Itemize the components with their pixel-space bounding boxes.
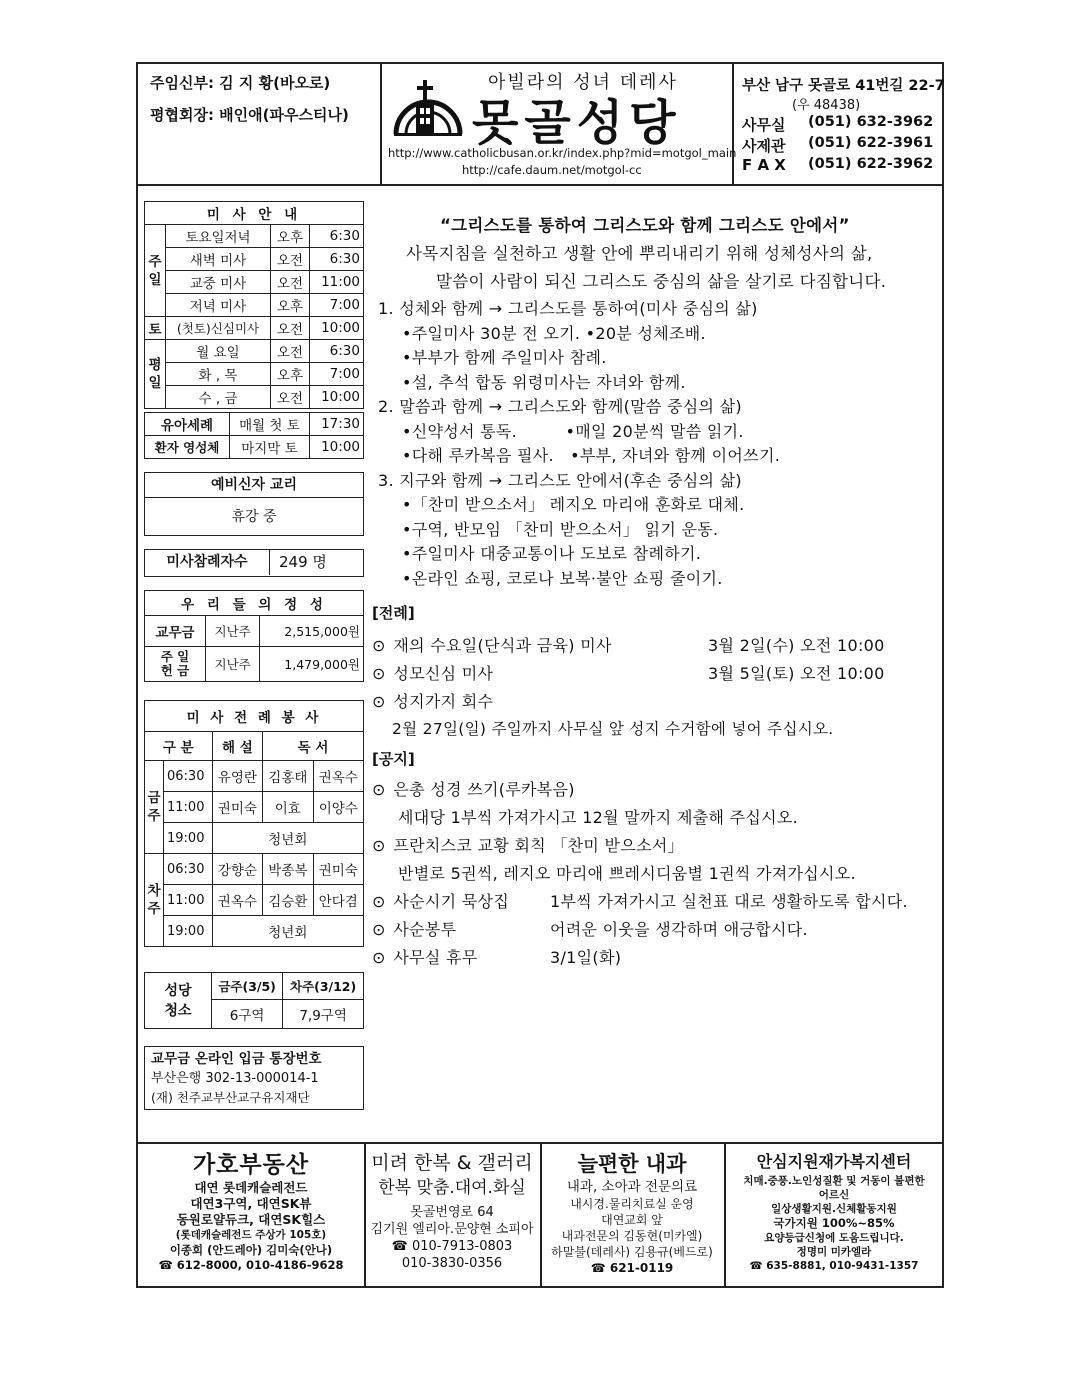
bullet-icon: ⊙ xyxy=(372,836,386,855)
guideline-line: •신약성서 통독. •매일 20분씩 말씀 읽기. xyxy=(402,421,744,441)
guideline-line: •다해 루카복음 필사. •부부, 자녀와 함께 이어쓰기. xyxy=(402,446,781,465)
ministry-commentator: 유영란 xyxy=(212,761,262,792)
offering-amount: 2,515,000원 xyxy=(260,616,364,647)
bullet-icon: ⊙ xyxy=(372,948,386,967)
catechumen-box xyxy=(144,472,364,536)
ministry-time: 06:30 xyxy=(164,761,213,792)
ministry-reader: 이효 xyxy=(263,792,313,823)
ministry-commentator: 권옥수 xyxy=(212,885,262,916)
guideline-line: •「찬미 받으소서」 레지오 마리애 훈화로 대체. xyxy=(402,495,745,514)
cleaning-next-week-header: 차주(3/12) xyxy=(283,973,364,1000)
contact-office-label: 사무실 xyxy=(742,116,786,134)
mass-ampm: 오후 xyxy=(271,225,310,248)
mass-ampm: 오전 xyxy=(271,271,310,294)
ad-title: 미려 한복 & 갤러리 xyxy=(371,1152,533,1174)
headline: “그리스도를 통하여 그리스도와 함께 그리스도 안에서” xyxy=(440,216,850,235)
ad-title: 늘편한 내과 xyxy=(577,1152,687,1176)
mass-time: 7:00 xyxy=(309,294,363,317)
offering-period: 지난주 xyxy=(206,647,260,682)
header-divider-right xyxy=(732,62,734,185)
mass-name: 저녁 미사 xyxy=(166,294,271,317)
ad-line: 대연 롯데캐슬레전드 xyxy=(194,1180,308,1195)
saturday-label: 토 xyxy=(145,317,166,340)
bullet-icon: ⊙ xyxy=(372,636,386,655)
attendance-label: 미사참례자수 xyxy=(145,550,270,575)
notice-desc: 어려운 이웃을 생각하며 애긍합시다. xyxy=(550,920,808,939)
anointing-label: 환자 영성체 xyxy=(145,436,230,459)
website-url[interactable]: http://www.catholicbusan.or.kr/index.php?mid=motgol_main xyxy=(388,146,737,160)
guideline-line: •구역, 반모임 「찬미 받으소서」 읽기 운동. xyxy=(402,519,719,539)
ad-line: ☎ 612-8000, 010-4186-9628 xyxy=(158,1258,344,1272)
ad-line: 내과전문의 김동현(미카엘) xyxy=(561,1229,703,1243)
pastoral-guideline-list xyxy=(378,296,938,590)
cleaning-this-week-header: 금주(3/5) xyxy=(212,973,283,1000)
ministry-reader: 박종복 xyxy=(263,854,313,885)
ad-title: 가호부동산 xyxy=(192,1152,310,1178)
guideline-line: •주일미사 30분 전 오기. •20분 성체조배. xyxy=(402,323,706,343)
mass-ampm: 오후 xyxy=(271,363,310,386)
bank-title: 교무금 온라인 입금 통장번호 xyxy=(151,1051,322,1067)
liturgy-item: ⊙ 성모신심 미사 xyxy=(372,664,494,683)
catechumen-title: 예비신자 교리 xyxy=(145,473,363,498)
ad-welfare-center xyxy=(726,1150,942,1274)
attendance-value: 249 명 xyxy=(279,553,327,571)
cleaning-table xyxy=(144,972,364,1029)
mass-name: 화 , 목 xyxy=(166,363,271,386)
ministry-reader: 권미숙 xyxy=(313,854,363,885)
ministry-group: 청년회 xyxy=(212,823,363,854)
header-divider-left xyxy=(380,62,382,185)
mass-ampm: 오후 xyxy=(271,294,310,317)
liturgy-when: 3월 2일(수) 오전 10:00 xyxy=(708,636,885,655)
mass-time: 11:00 xyxy=(309,271,363,294)
header-divider xyxy=(136,184,944,186)
liturgy-note: 2월 27일(일) 주일까지 사무실 앞 성지 수거함에 넣어 주십시오. xyxy=(392,720,834,738)
notice-item: ⊙ 프란치스코 교황 회칙 「찬미 받으소서」 xyxy=(372,836,684,855)
notice-note: 반별로 5권씩, 레지오 마리애 쁘레시디움별 1권씩 가져가십시오. xyxy=(398,864,856,883)
guideline-line: •부부가 함께 주일미사 참례. xyxy=(402,348,607,367)
weekday-label: 평일 xyxy=(145,340,166,409)
ministry-header-commentator: 해 설 xyxy=(212,732,262,761)
bank-box xyxy=(144,1046,364,1110)
guideline-line: •설, 추석 합동 위령미사는 자녀와 함께. xyxy=(402,372,686,392)
ministry-time: 11:00 xyxy=(164,885,213,916)
intro-line-1: 사목지침을 실천하고 생활 안에 뿌리내리기 위해 성체성사의 삶, xyxy=(406,244,873,263)
ad-line: 치매.중풍.노인성질환 및 거동이 불편한 xyxy=(743,1175,925,1187)
notice-desc: 1부씩 가져가시고 실천표 대로 생활하도록 합시다. xyxy=(550,892,908,911)
ministry-reader: 이양수 xyxy=(313,792,363,823)
contact-rectory-phone: (051) 622-3961 xyxy=(808,135,934,151)
sacrament-table xyxy=(144,412,364,459)
ad-subtitle: 내과, 소아과 전문의료 xyxy=(566,1179,698,1195)
mass-name: 토요일저녁 xyxy=(166,225,271,248)
infant-baptism-when: 매월 첫 토 xyxy=(230,413,310,436)
bullet-icon: ⊙ xyxy=(372,692,386,711)
ad-line: 동원로얄듀크, 대연SK힐스 xyxy=(176,1212,326,1227)
contact-office-phone: (051) 632-3962 xyxy=(808,114,934,130)
mass-time: 7:00 xyxy=(309,363,363,386)
contact-fax-label: F A X xyxy=(742,156,786,174)
church-logo-icon xyxy=(392,78,464,138)
mass-time: 10:00 xyxy=(309,317,363,340)
anointing-when: 마지막 토 xyxy=(230,436,310,459)
bullet-icon: ⊙ xyxy=(372,892,386,911)
ad-subtitle: 한복 맞춤.대여.화실 xyxy=(378,1178,526,1198)
ad-line: (롯데캐슬레전드 주상가 105호) xyxy=(175,1229,327,1241)
ministry-title: 미 사 전 례 봉 사 xyxy=(145,701,364,732)
guideline-line: •온라인 쇼핑, 코로나 보복·불안 쇼핑 줄이기. xyxy=(402,568,723,588)
council-president: 평협회장: 배인애(파우스티나) xyxy=(150,106,349,124)
ad-line: 010-3830-0356 xyxy=(401,1256,503,1271)
cleaning-label: 성당 청소 xyxy=(145,973,212,1029)
mass-time: 6:30 xyxy=(309,340,363,363)
contact-rectory-label: 사제관 xyxy=(742,137,786,155)
bullet-icon: ⊙ xyxy=(372,664,386,683)
infant-baptism-time: 17:30 xyxy=(309,413,363,436)
cleaning-this-week: 6구역 xyxy=(212,1000,283,1029)
mass-ampm: 오전 xyxy=(271,317,310,340)
ministry-time: 11:00 xyxy=(164,792,213,823)
ministry-reader: 김승환 xyxy=(263,885,313,916)
mass-name: 교중 미사 xyxy=(166,271,271,294)
patron: 아빌라의 성녀 데레사 xyxy=(488,72,678,93)
notice-title: [공지] xyxy=(372,750,415,768)
ministry-table xyxy=(144,700,364,947)
bank-account: 부산은행 302-13-000014-1 xyxy=(151,1071,319,1086)
notice-item: ⊙ 사무실 휴무 xyxy=(372,948,478,967)
guideline-line: 3. 지구와 함께 → 그리스도 안에서(후손 중심의 삶) xyxy=(378,470,742,490)
notice-item: ⊙ 은총 성경 쓰기(루카복음) xyxy=(372,780,575,799)
mass-time: 6:30 xyxy=(309,248,363,271)
cafe-url[interactable]: http://cafe.daum.net/motgol-cc xyxy=(462,163,642,177)
offering-period: 지난주 xyxy=(206,616,260,647)
ad-line: 하말불(데레사) 김용규(베드로) xyxy=(551,1245,713,1259)
ministry-reader: 안다겸 xyxy=(313,885,363,916)
ad-clinic xyxy=(542,1150,722,1276)
ad-line: 요양등급신청에 도움드립니다. xyxy=(764,1232,904,1244)
mass-name: (첫토)신심미사 xyxy=(166,317,271,340)
mass-name: 수 , 금 xyxy=(166,386,271,409)
infant-baptism-label: 유아세례 xyxy=(145,413,230,436)
liturgy-item: ⊙ 재의 수요일(단식과 금육) 미사 xyxy=(372,636,612,655)
notice-item: ⊙ 사순봉투 xyxy=(372,920,457,939)
bullet-icon: ⊙ xyxy=(372,780,386,799)
offering-table xyxy=(144,590,364,682)
mass-time: 6:30 xyxy=(309,225,363,248)
ad-line: 김기원 엘리아.문양현 소피아 xyxy=(370,1222,534,1237)
mass-table xyxy=(144,201,364,409)
postcode: (우 48438) xyxy=(792,98,861,113)
ad-title: 안심지원재가복지센터 xyxy=(756,1152,912,1171)
ministry-header-section: 구 분 xyxy=(145,732,213,761)
ministry-commentator: 권미숙 xyxy=(212,792,262,823)
ministry-reader: 김홍태 xyxy=(263,761,313,792)
address: 부산 남구 못골로 41번길 22-7 xyxy=(742,78,945,94)
notice-desc: 3/1일(화) xyxy=(550,948,622,967)
ministry-reader: 권옥수 xyxy=(313,761,363,792)
offering-amount: 1,479,000원 xyxy=(260,647,364,682)
mass-ampm: 오전 xyxy=(271,340,310,363)
ministry-time: 06:30 xyxy=(164,854,213,885)
bullet-icon: ⊙ xyxy=(372,920,386,939)
anointing-time: 10:00 xyxy=(309,436,363,459)
ad-real-estate xyxy=(140,1150,362,1273)
offering-label: 교무금 xyxy=(145,616,206,647)
parish-name: 못골성당 xyxy=(472,95,682,151)
ad-line: 못골번영로 64 xyxy=(410,1205,494,1220)
ad-line: ☎ 010-7913-0803 xyxy=(391,1239,513,1254)
mass-name: 월 요일 xyxy=(166,340,271,363)
ministry-time: 19:00 xyxy=(164,823,213,854)
ad-line: 대연3구역, 대연SK뷰 xyxy=(190,1196,312,1211)
ad-hanbok xyxy=(366,1150,538,1272)
liturgy-when: 3월 5일(토) 오전 10:00 xyxy=(708,664,885,683)
mass-ampm: 오전 xyxy=(271,386,310,409)
catechumen-status: 휴강 중 xyxy=(231,509,277,525)
mass-ampm: 오전 xyxy=(271,248,310,271)
ad-line: 국가지원 100%~85% xyxy=(773,1216,895,1230)
ministry-header-reader: 독 서 xyxy=(263,732,364,761)
ad-line: 정명미 미카엘라 xyxy=(796,1246,872,1258)
offering-title: 우 리 들 의 정 성 xyxy=(145,591,364,616)
next-week-label: 차주 xyxy=(145,854,164,947)
ministry-time: 19:00 xyxy=(164,916,213,947)
guideline-line: 1. 성체와 함께 → 그리스도를 통하여(미사 중심의 삶) xyxy=(378,299,758,318)
ad-line: 내시경.물리치료실 운영 xyxy=(570,1197,694,1211)
bank-holder: (재) 천주교부산교구유지재단 xyxy=(151,1090,310,1105)
ad-line: ☎ 621-0119 xyxy=(590,1261,674,1275)
this-week-label: 금주 xyxy=(145,761,164,854)
ad-line: ☎ 635-8881, 010-9431-1357 xyxy=(749,1260,919,1272)
guideline-line: 2. 말씀과 함께 → 그리스도와 함께(말씀 중심의 삶) xyxy=(378,397,742,416)
mass-title: 미 사 안 내 xyxy=(145,202,364,225)
liturgy-item: ⊙ 성지가지 회수 xyxy=(372,692,494,711)
intro-line-2: 말씀이 사람이 되신 그리스도 중심의 삶을 살기로 다짐합니다. xyxy=(436,272,887,291)
notice-note: 세대당 1부씩 가져가시고 12월 말까지 제출해 주십시오. xyxy=(398,808,799,827)
notice-item: ⊙ 사순시기 묵상집 xyxy=(372,892,510,911)
ad-line: 일상생활지원.신체활동지원 xyxy=(771,1203,897,1215)
pastor: 주임신부: 김 지 황(바오로) xyxy=(150,74,331,92)
cleaning-next-week: 7,9구역 xyxy=(283,1000,364,1029)
offering-label: 주 일 헌 금 xyxy=(145,647,206,682)
ministry-group: 청년회 xyxy=(212,916,363,947)
sunday-label: 주일 xyxy=(145,225,166,317)
ad-line: 이종희 (안드레아) 김미숙(안나) xyxy=(169,1243,333,1257)
mass-name: 새벽 미사 xyxy=(166,248,271,271)
mass-time: 10:00 xyxy=(309,386,363,409)
contact-fax-phone: (051) 622-3962 xyxy=(808,156,934,172)
ad-line: 어르신 xyxy=(818,1189,850,1201)
guideline-line: •주일미사 대중교통이나 도보로 참례하기. xyxy=(402,544,702,563)
ministry-commentator: 강향순 xyxy=(212,854,262,885)
liturgy-title: [전례] xyxy=(372,604,415,622)
ad-line: 대연교회 앞 xyxy=(601,1213,663,1227)
attendance-box xyxy=(144,549,364,577)
